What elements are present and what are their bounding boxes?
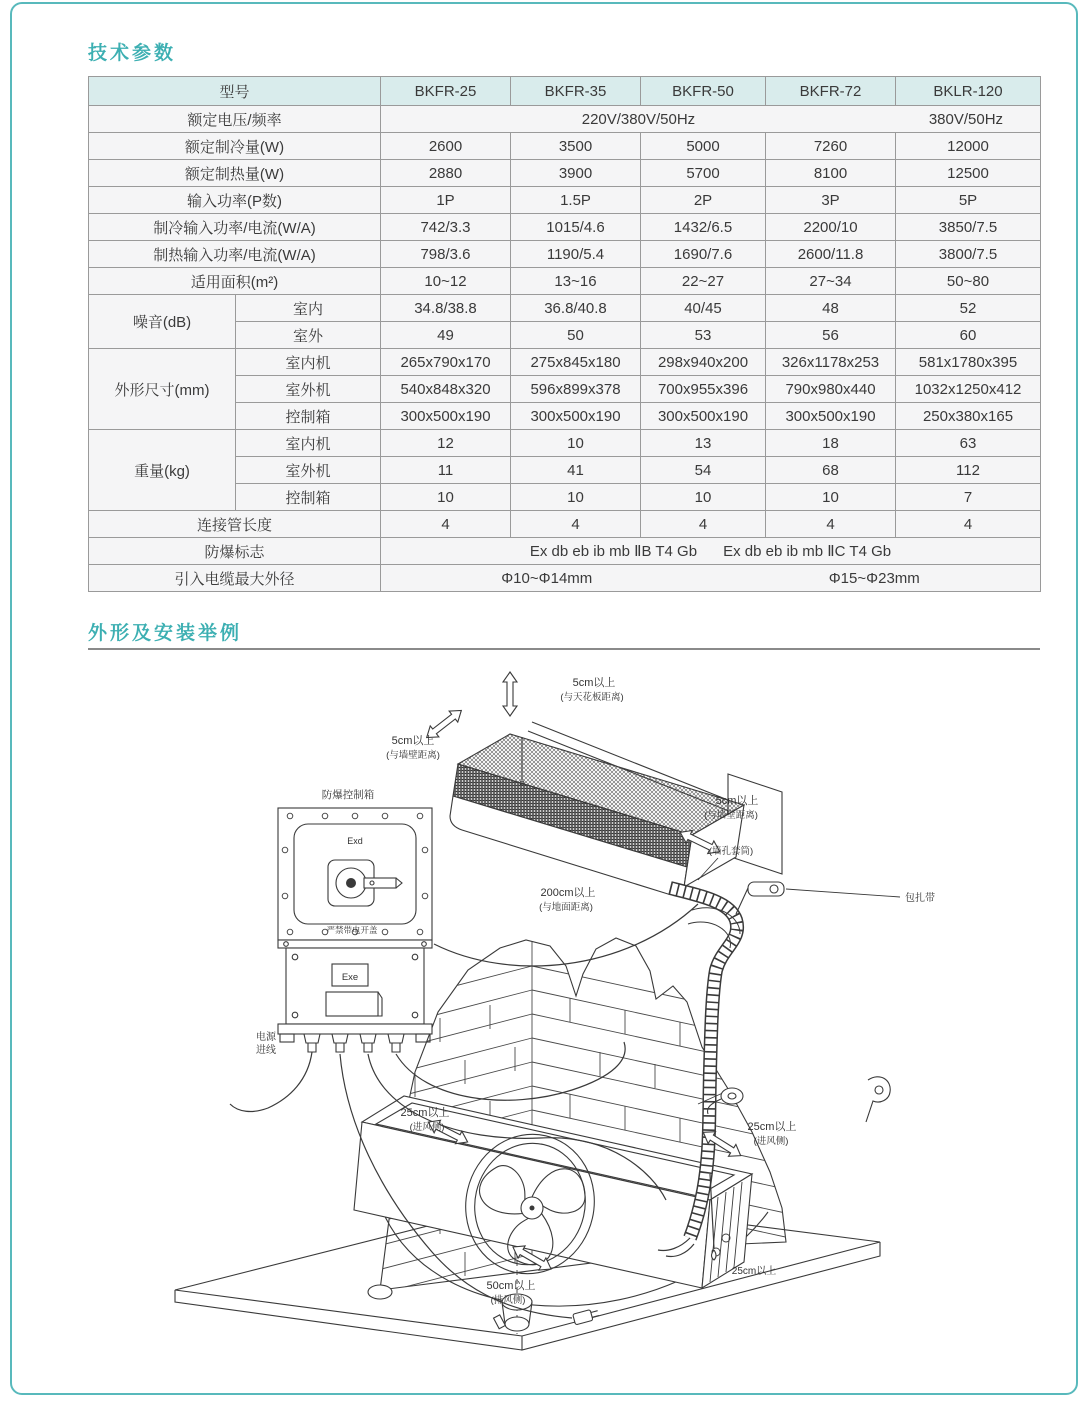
spec-value: 10 bbox=[766, 484, 896, 511]
wall-hook bbox=[866, 1077, 890, 1122]
spec-value: 40/45 bbox=[641, 295, 766, 322]
label-wall-right-clearance-sub: (与墙壁距离) bbox=[704, 810, 758, 821]
installation-diagram bbox=[80, 652, 1040, 1392]
spec-value: 298x940x200 bbox=[641, 349, 766, 376]
spec-value: 742/3.3 bbox=[381, 214, 511, 241]
spec-value: 10 bbox=[381, 484, 511, 511]
row-label: 额定制热量(W) bbox=[89, 160, 381, 187]
spec-value: 5700 bbox=[641, 160, 766, 187]
row-group-label: 外形尺寸(mm) bbox=[89, 349, 236, 430]
spec-value: 54 bbox=[641, 457, 766, 484]
label-wall-left-clearance-sub: (与墙壁距离) bbox=[386, 750, 440, 761]
spec-value: 11 bbox=[381, 457, 511, 484]
table-row-area bbox=[89, 268, 1041, 295]
spec-value: 7 bbox=[896, 484, 1041, 511]
section-title-specs: 技术参数 bbox=[88, 43, 177, 64]
spec-value: 2P bbox=[641, 187, 766, 214]
spec-value: 112 bbox=[896, 457, 1041, 484]
spec-value: 22~27 bbox=[641, 268, 766, 295]
column-header: BKFR-25 bbox=[381, 77, 511, 106]
spec-value: 8100 bbox=[766, 160, 896, 187]
row-label: 额定电压/频率 bbox=[89, 106, 381, 133]
spec-value: 18 bbox=[766, 430, 896, 457]
spec-value bbox=[381, 106, 1041, 133]
spec-value: 60 bbox=[896, 322, 1041, 349]
spec-value: 3800/7.5 bbox=[896, 241, 1041, 268]
label-ceiling-clearance: 5cm以上 bbox=[572, 677, 616, 689]
column-header: BKFR-72 bbox=[766, 77, 896, 106]
spec-value: 12000 bbox=[896, 133, 1041, 160]
spec-value: 5P bbox=[896, 187, 1041, 214]
spec-value: 3500 bbox=[511, 133, 641, 160]
spec-value: 300x500x190 bbox=[641, 403, 766, 430]
table-header-row bbox=[89, 77, 1041, 106]
spec-value: 2600 bbox=[381, 133, 511, 160]
row-label: 防爆标志 bbox=[89, 538, 381, 565]
column-header: BKFR-35 bbox=[511, 77, 641, 106]
spec-value: 250x380x165 bbox=[896, 403, 1041, 430]
spec-value: 13 bbox=[641, 430, 766, 457]
power-plug bbox=[573, 1308, 600, 1325]
label-ceiling-clearance-sub: (与天花板距离) bbox=[560, 692, 624, 703]
spec-value: 56 bbox=[766, 322, 896, 349]
table-row-dims-indoor bbox=[89, 349, 1041, 376]
label-control-box: 防爆控制箱 bbox=[321, 789, 375, 801]
row-sub-label: 室内机 bbox=[236, 349, 381, 376]
table-row-cool-input bbox=[89, 214, 1041, 241]
row-label: 连接管长度 bbox=[89, 511, 381, 538]
label-clearance-bottom: 25cm以上 bbox=[731, 1266, 777, 1277]
spec-value: 3850/7.5 bbox=[896, 214, 1041, 241]
spec-value: 798/3.6 bbox=[381, 241, 511, 268]
spec-value: 2880 bbox=[381, 160, 511, 187]
spec-value: 34.8/38.8 bbox=[381, 295, 511, 322]
spec-value: 10 bbox=[511, 484, 641, 511]
spec-value: 300x500x190 bbox=[511, 403, 641, 430]
spec-value: 1432/6.5 bbox=[641, 214, 766, 241]
spec-value: 12500 bbox=[896, 160, 1041, 187]
table-row-heat-input bbox=[89, 241, 1041, 268]
spec-value: 7260 bbox=[766, 133, 896, 160]
label-wall-sleeve: (墙孔套筒) bbox=[708, 846, 754, 857]
spec-value: 581x1780x395 bbox=[896, 349, 1041, 376]
table-row-cable bbox=[89, 565, 1041, 592]
spec-value: 27~34 bbox=[766, 268, 896, 295]
cable-glands bbox=[304, 1034, 404, 1052]
row-sub-label: 室外 bbox=[236, 322, 381, 349]
row-sub-label: 室内 bbox=[236, 295, 381, 322]
spec-value: 5000 bbox=[641, 133, 766, 160]
spec-value: 540x848x320 bbox=[381, 376, 511, 403]
spec-value: 4 bbox=[896, 511, 1041, 538]
label-inlet-right: 25cm以上 bbox=[747, 1121, 797, 1133]
spec-value bbox=[381, 538, 1041, 565]
spec-value: 1690/7.6 bbox=[641, 241, 766, 268]
spec-value: 4 bbox=[511, 511, 641, 538]
spec-value: Φ15~Φ23mm bbox=[828, 569, 920, 587]
spec-value: 1015/4.6 bbox=[511, 214, 641, 241]
spec-value: 48 bbox=[766, 295, 896, 322]
label-wrap-band: 包扎带 bbox=[905, 893, 935, 904]
row-sub-label: 室外机 bbox=[236, 376, 381, 403]
spec-value: 275x845x180 bbox=[511, 349, 641, 376]
spec-value: 1190/5.4 bbox=[511, 241, 641, 268]
spec-value: 1032x1250x412 bbox=[896, 376, 1041, 403]
table-row-pipe bbox=[89, 511, 1041, 538]
row-label: 制热输入功率/电流(W/A) bbox=[89, 241, 381, 268]
spec-value: 596x899x378 bbox=[511, 376, 641, 403]
table-row-heating bbox=[89, 160, 1041, 187]
label-inlet-left-sub: (进风侧) bbox=[409, 1122, 445, 1133]
label-height-clearance-sub: (与地面距离) bbox=[539, 902, 593, 913]
spec-table bbox=[88, 76, 1041, 592]
spec-value: 12 bbox=[381, 430, 511, 457]
spec-value: 3P bbox=[766, 187, 896, 214]
spec-value: 52 bbox=[896, 295, 1041, 322]
spec-value: 380V/50Hz bbox=[928, 110, 1004, 128]
spec-value: 2200/10 bbox=[766, 214, 896, 241]
row-label: 额定制冷量(W) bbox=[89, 133, 381, 160]
label-wall-left-clearance: 5cm以上 bbox=[391, 735, 435, 747]
spec-value: 41 bbox=[511, 457, 641, 484]
spec-value: 4 bbox=[381, 511, 511, 538]
label-height-clearance: 200cm以上 bbox=[540, 887, 596, 899]
label-power-inlet-1: 电源 bbox=[256, 1032, 276, 1043]
indoor-unit bbox=[450, 722, 782, 894]
label-warning-text: 严禁带电开盖 bbox=[326, 925, 378, 935]
spec-value: 13~16 bbox=[511, 268, 641, 295]
row-label: 适用面积(m²) bbox=[89, 268, 381, 295]
column-header-model: 型号 bbox=[89, 77, 381, 106]
band-clamp bbox=[736, 882, 784, 914]
spec-value: 50~80 bbox=[896, 268, 1041, 295]
table-row-hp bbox=[89, 187, 1041, 214]
leader-lines bbox=[698, 858, 900, 897]
table-row-ex-mark bbox=[89, 538, 1041, 565]
row-label: 制冷输入功率/电流(W/A) bbox=[89, 214, 381, 241]
label-exe-marking: Exe bbox=[341, 972, 359, 983]
table-row-cooling bbox=[89, 133, 1041, 160]
row-label: 输入功率(P数) bbox=[89, 187, 381, 214]
table-row-noise-indoor bbox=[89, 295, 1041, 322]
spec-value: 4 bbox=[766, 511, 896, 538]
row-sub-label: 室外机 bbox=[236, 457, 381, 484]
label-outlet-sub: (排风侧) bbox=[490, 1295, 526, 1306]
spec-value: 220V/380V/50Hz bbox=[581, 110, 696, 128]
spec-value: 300x500x190 bbox=[766, 403, 896, 430]
ceiling-clearance-arrow-icon bbox=[503, 672, 517, 716]
spec-value: 36.8/40.8 bbox=[511, 295, 641, 322]
spec-value: 3900 bbox=[511, 160, 641, 187]
spec-value: 1P bbox=[381, 187, 511, 214]
label-outlet: 50cm以上 bbox=[486, 1280, 536, 1292]
row-label: 引入电缆最大外径 bbox=[89, 565, 381, 592]
spec-value: 49 bbox=[381, 322, 511, 349]
spec-value: 10~12 bbox=[381, 268, 511, 295]
column-header: BKFR-50 bbox=[641, 77, 766, 106]
spec-value: 4 bbox=[641, 511, 766, 538]
spec-value: 265x790x170 bbox=[381, 349, 511, 376]
spec-value: 1.5P bbox=[511, 187, 641, 214]
spec-value: Φ10~Φ14mm bbox=[501, 569, 593, 587]
spec-value: 700x955x396 bbox=[641, 376, 766, 403]
spec-value bbox=[381, 565, 1041, 592]
spec-value: 68 bbox=[766, 457, 896, 484]
section-title-installation: 外形及安装举例 bbox=[88, 623, 243, 644]
spec-value: 2600/11.8 bbox=[766, 241, 896, 268]
row-sub-label: 室内机 bbox=[236, 430, 381, 457]
row-sub-label: 控制箱 bbox=[236, 403, 381, 430]
outdoor-unit-feet bbox=[368, 1252, 532, 1334]
spec-value: Ex db eb ib mb ⅡB T4 Gb bbox=[529, 543, 698, 560]
spec-value: 63 bbox=[896, 430, 1041, 457]
row-group-label: 重量(kg) bbox=[89, 430, 236, 511]
spec-value: Ex db eb ib mb ⅡC T4 Gb bbox=[723, 543, 892, 560]
spec-value: 53 bbox=[641, 322, 766, 349]
column-header: BKLR-120 bbox=[896, 77, 1041, 106]
spec-value: 300x500x190 bbox=[381, 403, 511, 430]
label-wall-right-clearance: 5cm以上 bbox=[715, 795, 759, 807]
spec-value: 10 bbox=[641, 484, 766, 511]
section-divider bbox=[88, 648, 1040, 650]
row-group-label: 噪音(dB) bbox=[89, 295, 236, 349]
spec-value: 50 bbox=[511, 322, 641, 349]
row-sub-label: 控制箱 bbox=[236, 484, 381, 511]
label-inlet-left: 25cm以上 bbox=[400, 1107, 450, 1119]
spec-value: 10 bbox=[511, 430, 641, 457]
spec-value: 326x1178x253 bbox=[766, 349, 896, 376]
label-exd-marking: Exd bbox=[347, 836, 363, 846]
table-row-weight-indoor bbox=[89, 430, 1041, 457]
table-row-voltage bbox=[89, 106, 1041, 133]
spec-value: 790x980x440 bbox=[766, 376, 896, 403]
label-power-inlet-2: 进线 bbox=[256, 1045, 276, 1056]
label-inlet-right-sub: (进风侧) bbox=[753, 1136, 789, 1147]
